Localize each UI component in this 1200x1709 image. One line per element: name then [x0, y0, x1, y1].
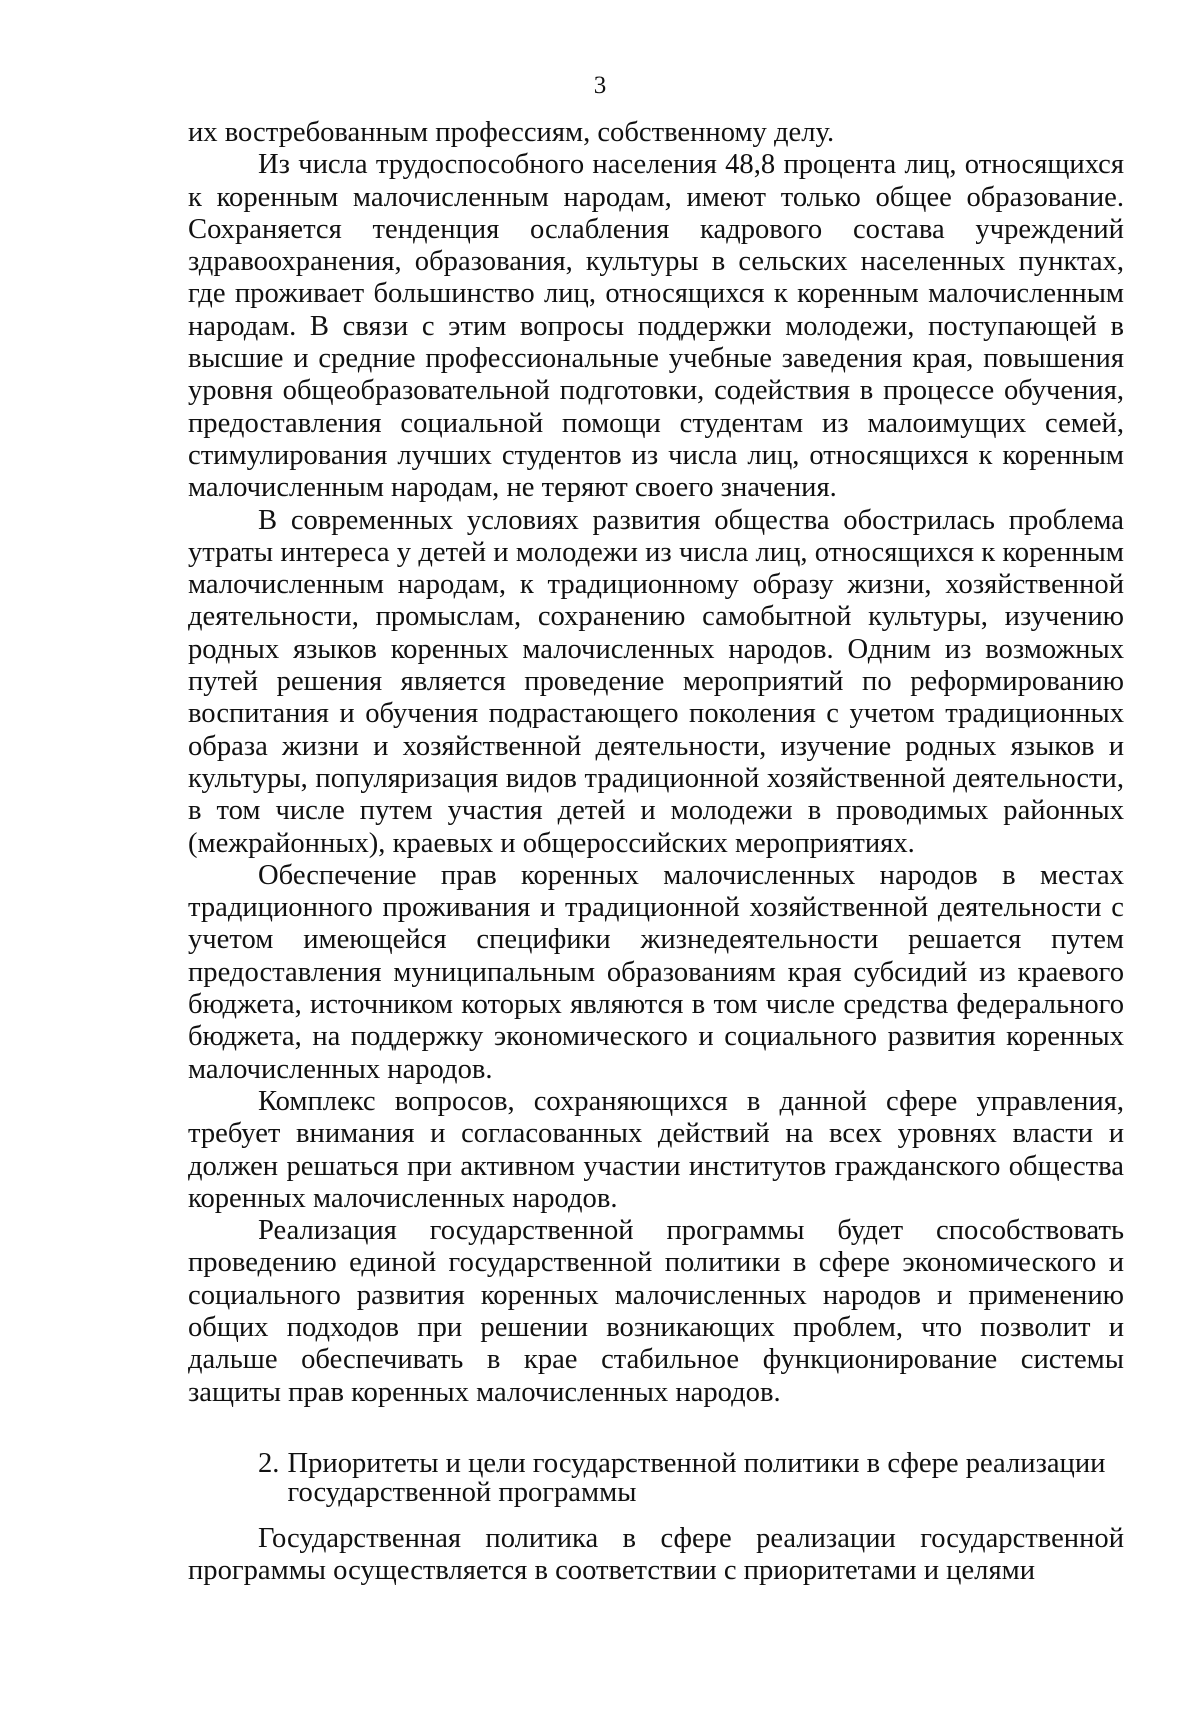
paragraph-coordination: Комплекс вопросов, сохраняющихся в данной сфере управления, требует внимания и согласованных действий на всех уровнях власти и должен решаться при активном участии институтов гражданского общества коренных малочисленных народов. — [188, 1085, 1124, 1214]
section-title: Приоритеты и цели государственной политики в сфере реализации государственной программы — [287, 1447, 1106, 1508]
section-spacer — [188, 1409, 1124, 1441]
paragraph-indigenous-education: Из числа трудоспособного населения 48,8 процента лиц, относящихся к коренным малочисленным народам, имеют только общее образование. Сохраняется тенденция ослабления кадрового состава учреждений здравоохранения, образования, культуры в сельских населенных пунктах, где проживает большинство лиц, относящихся к коренным малочисленным народам. В связи с этим вопросы поддержки молодежи, поступающей в высшие и средние профессиональные учебные заведения края, повышения уровня общеобразовательной подготовки, содействия в процессе обучения, предоставления социальной помощи студентам из малоимущих семей, стимулирования лучших студентов из числа лиц, относящихся к коренным малочисленным народам, не теряют своего значения. — [188, 149, 1124, 504]
paragraph-program-implementation: Реализация государственной программы будет способствовать проведению единой государственной политики в сфере экономического и социального развития коренных малочисленных народов и применению общих подходов при решении возникающих проблем, что позволит и дальше обеспечивать в крае стабильное функционирование системы защиты прав коренных малочисленных народов. — [188, 1215, 1124, 1408]
paragraph-continuation: их востребованным профессиям, собственному делу. — [188, 117, 835, 148]
document-body — [188, 117, 1124, 1587]
section-number: 2. — [258, 1447, 280, 1479]
paragraph-state-policy: Государственная политика в сфере реализации государственной программы осуществляется в соответствии с приоритетами и целями — [188, 1522, 1124, 1587]
page-number: 3 — [593, 72, 607, 99]
section-heading — [188, 1449, 1124, 1507]
paragraph-rights-subsidies: Обеспечение прав коренных малочисленных народов в местах традиционного проживания и традиционной хозяйственной деятельности с учетом имеющейся специфики жизнедеятельности решается путем предоставления муниципальным образованиям края субсидий из краевого бюджета, источником которых являются в том числе средства федерального бюджета, на поддержку экономического и социального развития коренных малочисленных народов. — [188, 859, 1124, 1085]
paragraph-youth-traditions: В современных условиях развития общества обострилась проблема утраты интереса у детей и молодежи из числа лиц, относящихся к коренным малочисленным народам, к традиционному образу жизни, хозяйственной деятельности, промыслам, сохранению самобытной культуры, изучению родных языков коренных малочисленных народов. Одним из возможных путей решения является проведение мероприятий по реформированию воспитания и обучения подрастающего поколения с учетом традиционных образа жизни и хозяйственной деятельности, изучение родных языков и культуры, популяризация видов традиционной хозяйственной деятельности, в том числе путем участия детей и молодежи в проводимых районных (межрайонных), краевых и общероссийских мероприятиях. — [188, 504, 1124, 859]
